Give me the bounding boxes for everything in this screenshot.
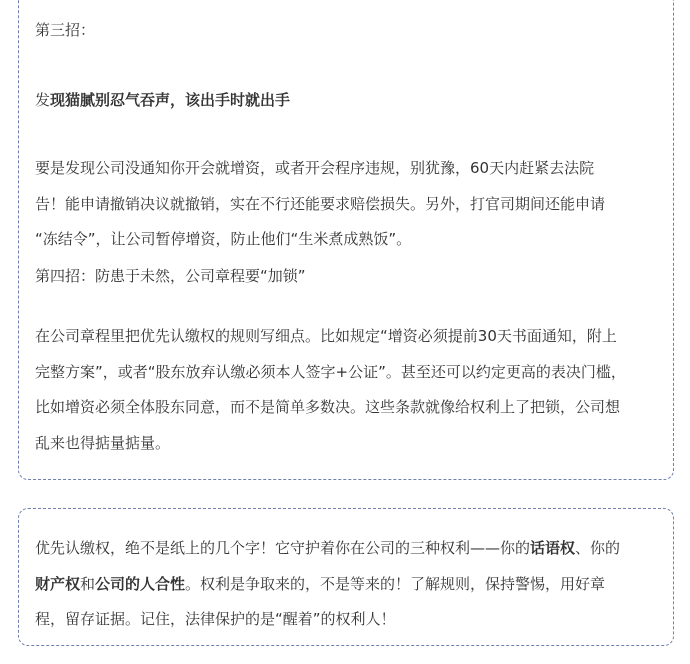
- section3-heading-wrap: [35, 21, 95, 39]
- section4-paragraph: [35, 319, 659, 461]
- summary-line-2: [35, 567, 657, 603]
- section4-para-line-4: 乱来也得掂量掂量。: [35, 433, 171, 452]
- summary-paragraph: [35, 531, 657, 638]
- section3-para-line-2: 告！能申请撤销决议就撤销，实在不行还能要求赔偿损失。另外，打官司期间还能申请: [35, 194, 606, 213]
- section4-heading: 第四招：防患于未然，公司章程要“加锁”: [35, 267, 306, 285]
- section3-para-line-3: “冻结令”，让公司暂停增资，防止他们“生米煮成熟饭”。: [35, 230, 412, 248]
- section3-paragraph: [35, 151, 659, 258]
- summary-line-3: 程，留存证据。记住，法律保护的是“醒着”的权利人！: [35, 610, 396, 628]
- summary-bold-voice: 话语权: [530, 539, 576, 557]
- article-card-top: [18, 0, 674, 480]
- section3-heading: 第三招：: [35, 21, 96, 39]
- summary-card: [18, 508, 674, 646]
- summary-bold-property: 财产权: [35, 574, 81, 593]
- summary-bold-partnership: 公司的人合性: [95, 574, 186, 593]
- section3-title-prefix: 发: [35, 91, 51, 109]
- section4-para-line-1: 在公司章程里把优先认缴权的规则写细点。比如规定“增资必须提前30天书面通知，附上: [35, 327, 617, 345]
- summary-text: 、你的: [575, 539, 621, 557]
- summary-text: 优先认缴权，绝不是纸上的几个字！它守护着你在公司的三种权利——你的: [35, 539, 531, 557]
- section3-title: [35, 91, 290, 109]
- summary-line-1: [35, 531, 657, 567]
- summary-text: 。权利是争取来的，不是等来的！了解规则，保持警惕，用好章: [185, 574, 606, 593]
- section3-para-line-1: 要是发现公司没通知你开会就增资，或者开会程序违规，别犹豫，60天内赶紧去法院: [35, 159, 595, 177]
- section4-para-line-2: 完整方案”，或者“股东放弃认缴必须本人签字+公证”。甚至还可以约定更高的表决门槛，: [35, 362, 626, 381]
- summary-text: 和: [80, 574, 96, 593]
- section4-heading-wrap: [35, 267, 306, 285]
- section4-para-line-3: 比如增资必须全体股东同意，而不是简单多数决。这些条款就像给权利上了把锁，公司想: [35, 398, 621, 416]
- section3-title-bold: 现猫腻别忍气吞声，该出手时就出手: [50, 91, 291, 109]
